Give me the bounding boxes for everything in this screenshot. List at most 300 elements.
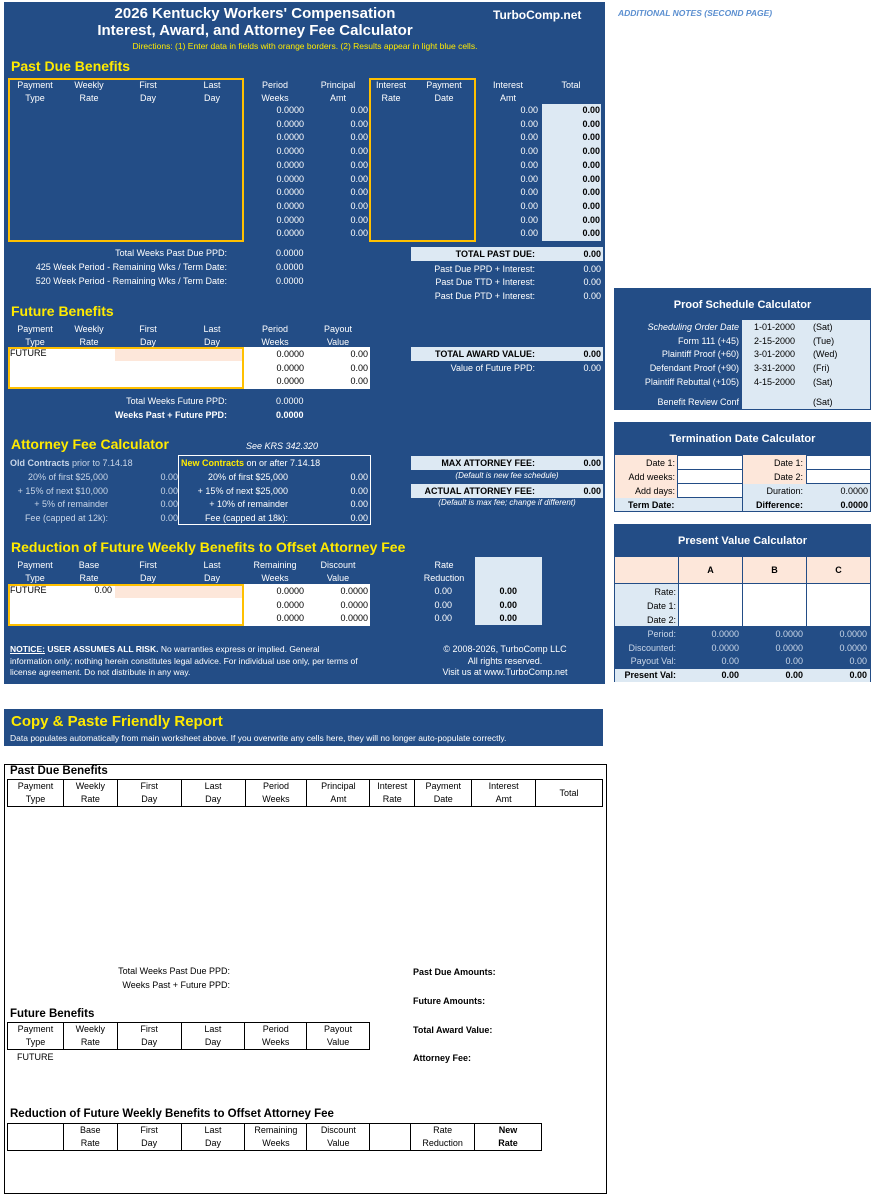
past-due-principal: 0.00 [350,159,368,170]
max-fee-value: 0.00 [583,458,601,468]
new-contracts-date: on or after 7.14.18 [246,458,321,468]
past-due-principal: 0.00 [350,132,368,143]
report-future-header-line1: Payout [324,1024,353,1034]
proof-date: 2-15-2000 [754,335,796,346]
term-weeks-input[interactable] [678,470,742,483]
old-fee-value: 0.00 [160,485,178,496]
report-future-header-cell [117,1023,181,1050]
past-due-interest: 0.00 [520,132,538,143]
past-due-total: 0.00 [542,159,601,173]
report-total-award: Total Award Value: [413,1025,493,1035]
pv-input-b[interactable] [743,584,806,626]
past-due-weeks: 0.0000 [276,118,304,129]
future-header-line2: Rate [79,337,99,347]
report-red-header-cell [8,1124,64,1151]
report-past-header-line2: Rate [80,794,100,804]
past-due-interest: 0.00 [520,146,538,157]
reduction-header-line2: Day [139,573,156,583]
past-due-header-line1: Principal [320,80,356,90]
reduction-type: FUTURE [10,585,47,595]
reduction-new-rate: 0.00 [499,613,517,624]
pv-present-value: 0.00 [785,669,803,680]
term-weeks-label: Add weeks: [628,472,675,482]
report-past-header-line1: Payment [17,781,54,791]
proof-date: 4-15-2000 [754,376,796,387]
rem425-label: 425 Week Period - Remaining Wks / Term Date: [35,262,227,272]
proof-label: Benefit Review Conf [657,396,739,407]
past-due-total: 0.00 [542,214,601,228]
pv-date2-label: Date 2: [646,615,676,625]
report-future-type: FUTURE [17,1052,54,1062]
future-header-line1: Payout [323,324,353,334]
past-due-interest: 0.00 [520,105,538,115]
past-due-total: 0.00 [542,200,601,214]
pv-payout-value: 0.00 [721,656,739,666]
ptd-int-value: 0.00 [583,291,601,301]
total-past-due-value: 0.00 [583,249,601,259]
past-due-weeks: 0.0000 [276,173,304,184]
old-fee-label: + 15% of next $10,000 [17,485,108,496]
weeks-both-value: 0.0000 [276,410,304,420]
max-fee-label: MAX ATTORNEY FEE: [441,458,535,468]
new-fee-value: 0.00 [350,472,368,482]
report-red-header-line1: Base [80,1125,101,1135]
report-future-header-line2: Value [326,1037,350,1047]
pv-period-value: 0.0000 [711,629,739,639]
new-fee-label: + 15% of next $25,000 [197,485,288,496]
ttd-int-label: Past Due TTD + Interest: [435,277,535,287]
copyright-1: © 2008-2026, TurboComp LLC [443,644,567,654]
past-due-total: 0.00 [542,227,601,241]
reduction-header-4 [243,559,307,585]
pv-header-corner [615,557,678,583]
future-header-line1: Last [203,324,221,334]
past-due-principal: 0.00 [350,187,368,198]
past-due-total: 0.00 [542,118,601,132]
past-due-principal: 0.00 [350,173,368,184]
future-header-line1: Payment [17,324,53,334]
proof-day: (Wed) [813,349,838,360]
ttd-int-value: 0.00 [583,277,601,287]
report-red-header-line1: Discount [320,1125,356,1135]
reduction-discount: 0.0000 [340,613,368,624]
past-due-interest: 0.00 [520,159,538,170]
proof-day: (Fri) [813,363,830,374]
past-due-title: Past Due Benefits [11,58,131,74]
new-fee-label: 20% of first $25,000 [207,472,288,482]
past-due-principal: 0.00 [350,200,368,211]
pv-discounted-value: 0.0000 [775,642,803,653]
report-future-header-cell [307,1023,370,1050]
report-future-header-line1: Weekly [75,1024,105,1034]
past-due-interest: 0.00 [520,228,538,239]
attorney-title: Attorney Fee Calculator [11,436,169,452]
reduction-header-line2: Type [25,573,45,583]
pv-rate-label: Rate: [654,587,676,597]
report-red-header-cell [411,1124,475,1151]
max-fee-note: (Default is new fee schedule) [455,471,559,480]
future-header-5 [306,323,370,349]
actual-fee-value[interactable]: 0.00 [583,486,601,496]
new-contracts-head [181,458,320,468]
future-headers [0,323,605,349]
reduction-header-line2: Reduction [423,573,465,583]
pv-input-c[interactable] [807,584,870,626]
past-due-header-4 [243,79,307,105]
old-fee-value: 0.00 [160,472,178,482]
past-due-principal: 0.00 [350,228,368,239]
reduction-new-rate: 0.00 [499,599,517,610]
past-due-principal: 0.00 [350,105,368,115]
term-r-date2-label: Date 2: [773,472,803,482]
report-future-header-line2: Type [25,1037,46,1047]
future-header-line1: Period [261,324,288,334]
report-future-header-cell [245,1023,307,1050]
pv-input-a[interactable] [679,584,742,626]
past-due-header-line2: Amt [329,93,346,103]
past-due-total: 0.00 [542,131,601,145]
future-payout: 0.00 [350,349,368,359]
krs-ref: See KRS 342.320 [246,441,319,451]
pv-title: Present Value Calculator [678,535,807,547]
directions: Directions: (1) Enter data in fields with orange borders. (2) Results appear in light blue cells. [132,41,478,51]
reduction-header-line2: Value [326,573,350,583]
past-due-interest: 0.00 [520,200,538,211]
past-due-header-line2: Type [25,93,45,103]
total-weeks-past-label: Total Weeks Past Due PPD: [115,248,227,258]
report-future-header-cell [8,1023,64,1050]
new-fee-label: Fee (capped at 18k): [204,513,288,524]
notice [10,644,360,679]
report-past-header-line1: Weekly [75,781,106,791]
report-red-headers [7,1123,542,1151]
pv-present-label: Present Val: [624,669,676,680]
old-contracts-head [10,458,133,468]
report-past-header-line2: Day [205,794,222,804]
past-due-header-line1: First [139,80,157,90]
past-due-header-line1: Payment [426,80,462,90]
reduction-header-line1: Rate [434,560,454,570]
report-past-header-cell [181,780,245,807]
report-red-header-line1: New [498,1125,518,1135]
report-past-header-cell [8,780,64,807]
report-past-header-line1: Period [262,781,289,791]
past-due-total: 0.00 [542,173,601,187]
reduction-rate: 0.00 [434,613,452,624]
report-past-headers [7,779,603,807]
actual-fee-note: (Default is max fee; change if different) [438,498,576,507]
past-due-header-line1: Last [203,80,221,90]
pv-payout-value: 0.00 [785,656,803,666]
past-due-header-line2: Total [561,80,581,90]
old-fee-value: 0.00 [160,499,178,510]
old-fee-label: 20% of first $25,000 [27,472,108,482]
reduction-header-line2: Day [203,573,220,583]
past-due-weeks: 0.0000 [276,200,304,211]
report-red-header-cell [181,1124,245,1151]
reduction-header-line1: Discount [320,560,356,570]
reduction-new-rate: 0.00 [499,586,517,596]
report-red-header-line1: Last [204,1125,222,1135]
report-future-header-line2: Rate [80,1037,100,1047]
reduction-header-line2: Rate [79,573,99,583]
new-fee-value: 0.00 [350,513,368,524]
report-past-header-line2: Amt [330,794,347,804]
future-type: FUTURE [10,348,47,358]
reduction-header-5 [306,559,370,585]
ppd-int-label: Past Due PPD + Interest: [434,264,535,274]
past-due-interest: 0.00 [520,118,538,129]
report-past-header-cell [472,780,536,807]
pv-discounted-value: 0.0000 [839,642,867,653]
proof-day: (Tue) [813,335,835,346]
report-red-header-line2: Rate [80,1138,100,1148]
term-r-date1-input[interactable] [807,456,870,469]
reduction-title: Reduction of Future Weekly Benefits to Offset Attorney Fee [11,539,406,555]
report-red-header-line1: Rate [433,1125,453,1135]
pv-discounted-label: Discounted: [628,642,676,653]
new-fee-value: 0.00 [350,499,368,510]
notice-risk: USER ASSUMES ALL RISK. [44,644,159,654]
report-past-title: Past Due Benefits [10,765,108,777]
report-future-header-cell [181,1023,245,1050]
past-due-header-line2: Date [434,93,454,103]
proof-label: Scheduling Order Date [647,322,739,332]
ptd-int-label: Past Due PTD + Interest: [434,291,535,301]
pv-col-header: A [679,557,742,583]
past-due-principal: 0.00 [350,146,368,157]
report-past-header-line1: First [140,781,159,791]
report-past-header-line2: Total [559,787,579,798]
reduction-header-6 [412,559,476,585]
pv-period-value: 0.0000 [839,629,867,639]
future-total-weeks-label: Total Weeks Future PPD: [126,396,227,406]
past-due-principal: 0.00 [350,214,368,225]
proof-title: Proof Schedule Calculator [673,299,812,311]
report-red-header-line1: First [140,1125,158,1135]
past-due-header-line1: Interest [492,80,523,90]
past-due-interest: 0.00 [520,187,538,198]
proof-label: Defendant Proof (+90) [649,363,739,374]
pv-col-header: C [807,557,870,583]
term-difference-value: 0.0000 [840,500,868,510]
term-difference-label: Difference: [755,500,803,510]
past-due-total: 0.00 [542,145,601,159]
past-due-header-line2: Rate [79,93,99,103]
new-fee-value: 0.00 [350,485,368,496]
old-fee-value: 0.00 [160,513,178,524]
past-due-header-8 [476,79,540,105]
term-days-input[interactable] [678,484,742,497]
report-red-header-cell [307,1124,370,1151]
reduction-discount: 0.0000 [340,599,368,610]
report-future-header-line1: First [140,1024,158,1034]
report-future-header-line1: Payment [17,1024,54,1034]
report-past-header-line2: Day [141,794,158,804]
term-date-label: Term Date: [628,500,675,510]
proof-date: 3-31-2000 [754,363,796,374]
report-future-header-line1: Period [262,1024,289,1034]
future-header-2 [116,323,180,349]
report-tw-label: Total Weeks Past Due PPD: [118,966,230,976]
rem425-value: 0.0000 [276,262,304,272]
total-weeks-past-value: 0.0000 [276,248,304,258]
old-contracts-date: prior to 7.14.18 [72,458,133,468]
report-past-header-cell [415,780,472,807]
total-past-due-label: TOTAL PAST DUE: [455,249,535,259]
new-fee-label: + 10% of remainder [209,499,288,510]
ppd-int-value: 0.00 [583,264,601,274]
report-red-header-cell [117,1124,181,1151]
proof-date: 3-01-2000 [754,349,796,360]
notice-body: No warranties express or implied. General information only; nothing herein constitutes legal advice. For individual use only, per terms of license agreement. Do not distribute in any way. [10,644,358,677]
report-future-header-cell [63,1023,117,1050]
future-header-4 [243,323,307,349]
proof-label: Plaintiff Rebuttal (+105) [644,376,739,387]
past-due-total: 0.00 [542,186,601,200]
future-header-line2: Value [326,337,350,347]
report-future-headers [7,1022,370,1050]
reduction-weeks: 0.0000 [276,599,304,610]
report-past-header-cell [245,780,307,807]
title-line2: Interest, Award, and Attorney Fee Calculator [97,22,413,39]
past-due-weeks: 0.0000 [276,132,304,143]
term-r-date2-input[interactable] [807,470,870,483]
future-header-3 [180,323,244,349]
report-red-header-cell [63,1124,117,1151]
past-due-header-line2: Weeks [261,93,289,103]
future-header-line2: Type [25,337,45,347]
report-past-header-cell [117,780,181,807]
old-fee-label: Fee (capped at 12k): [24,513,108,524]
future-total-weeks-value: 0.0000 [276,396,304,406]
past-due-header-line1: Weekly [74,80,104,90]
award-label: TOTAL AWARD VALUE: [435,349,535,359]
report-past-header-line2: Weeks [262,794,290,804]
past-due-weeks: 0.0000 [276,187,304,198]
proof-label: Form 111 (+45) [678,335,739,346]
report-red-header-line2: Day [141,1138,158,1148]
report-att-fee: Attorney Fee: [413,1053,472,1063]
future-weeks: 0.0000 [276,362,304,373]
pv-payout-label: Payout Val: [630,656,676,666]
past-due-weeks: 0.0000 [276,146,304,157]
report-wb-label: Weeks Past + Future PPD: [122,980,230,990]
past-due-header-9 [539,79,603,92]
proof-date: 1-01-2000 [754,322,796,332]
report-red-header-line2: Day [205,1138,222,1148]
term-duration-label: Duration: [766,486,803,496]
report-red-header-cell [475,1124,542,1151]
past-due-header-line2: Day [139,93,156,103]
pv-period-value: 0.0000 [775,629,803,639]
term-r-date1-label: Date 1: [773,458,803,468]
reduction-header-2 [116,559,180,585]
title-line1: 2026 Kentucky Workers' Compensation [114,5,396,22]
report-past-header-line2: Rate [382,794,402,804]
report-past-header-cell [536,780,603,807]
reduction-header-line1: Base [78,560,100,570]
reduction-weeks: 0.0000 [276,613,304,624]
past-due-header-line2: Day [203,93,220,103]
report-future-header-line2: Day [204,1037,221,1047]
past-due-header-line2: Rate [381,93,401,103]
report-red-header-line2: Reduction [422,1138,463,1148]
pv-present-value: 0.00 [721,669,739,680]
future-ppd-label: Value of Future PPD: [450,363,535,373]
report-future-header-line1: Last [204,1024,222,1034]
past-due-weeks: 0.0000 [276,214,304,225]
reduction-rate: 0.00 [434,586,452,596]
award-value: 0.00 [583,349,601,359]
report-red-title: Reduction of Future Weekly Benefits to Offset Attorney Fee [10,1108,334,1120]
past-due-header-line1: Payment [17,80,53,90]
rem520-label: 520 Week Period - Remaining Wks / Term Date: [35,276,227,286]
report-title: Copy & Paste Friendly Report [11,713,223,730]
proof-day: (Sat) [813,322,833,332]
future-ppd-value: 0.00 [583,363,601,373]
old-fee-label: + 5% of remainder [34,499,108,510]
past-due-input-box-1[interactable] [8,78,244,242]
reduction-header-line1: Last [203,560,221,570]
report-past-header-line1: Interest [377,781,408,791]
new-contracts-label: New Contracts [181,458,245,468]
term-date1-input[interactable] [678,456,742,469]
copyright-2: All rights reserved. [467,656,543,666]
past-due-weeks: 0.0000 [276,105,304,115]
reduction-header-line1: Payment [17,560,53,570]
copyright-3: Visit us at www.TurboComp.net [442,667,568,677]
report-future-header-line2: Weeks [262,1037,290,1047]
report-past-header-line1: Interest [488,781,519,791]
future-header-1 [57,323,121,349]
report-red-header-line1: Remaining [254,1125,298,1135]
reduction-header-line1: First [139,560,157,570]
report-past-header-line2: Amt [495,794,512,804]
reduction-header-line1: Remaining [253,560,297,570]
future-header-line2: Day [203,337,220,347]
reduction-header-3 [180,559,244,585]
pv-col-header: B [743,557,806,583]
term-days-label: Add days: [634,486,675,496]
report-red-header-line2: Rate [498,1138,518,1148]
past-due-total: 0.00 [542,104,601,118]
report-past-amounts: Past Due Amounts: [413,967,496,977]
past-due-header-line2: Amt [499,93,516,103]
rem520-value: 0.0000 [276,276,304,286]
future-header-line2: Weeks [261,337,289,347]
additional-notes: ADDITIONAL NOTES (SECOND PAGE) [618,8,773,18]
pv-period-label: Period: [647,629,676,639]
future-header-line2: Day [139,337,156,347]
report-future-title: Future Benefits [10,1008,95,1020]
report-red-header-cell [370,1124,411,1151]
past-due-header-line1: Period [261,80,288,90]
past-due-principal: 0.00 [350,118,368,129]
reduction-rate: 0.00 [434,599,452,610]
past-due-input-box-2[interactable] [369,78,476,242]
site-name: TurboComp.net [493,8,582,22]
report-future-header-line2: Day [141,1037,158,1047]
future-weeks: 0.0000 [276,349,304,359]
future-weeks: 0.0000 [276,376,304,387]
reduction-header-line2: Weeks [261,573,289,583]
past-due-weeks: 0.0000 [276,228,304,239]
proof-day: (Sat) [813,376,833,387]
actual-fee-label: ACTUAL ATTORNEY FEE: [424,486,535,496]
future-payout: 0.00 [350,362,368,373]
term-date1-label: Date 1: [645,458,675,468]
